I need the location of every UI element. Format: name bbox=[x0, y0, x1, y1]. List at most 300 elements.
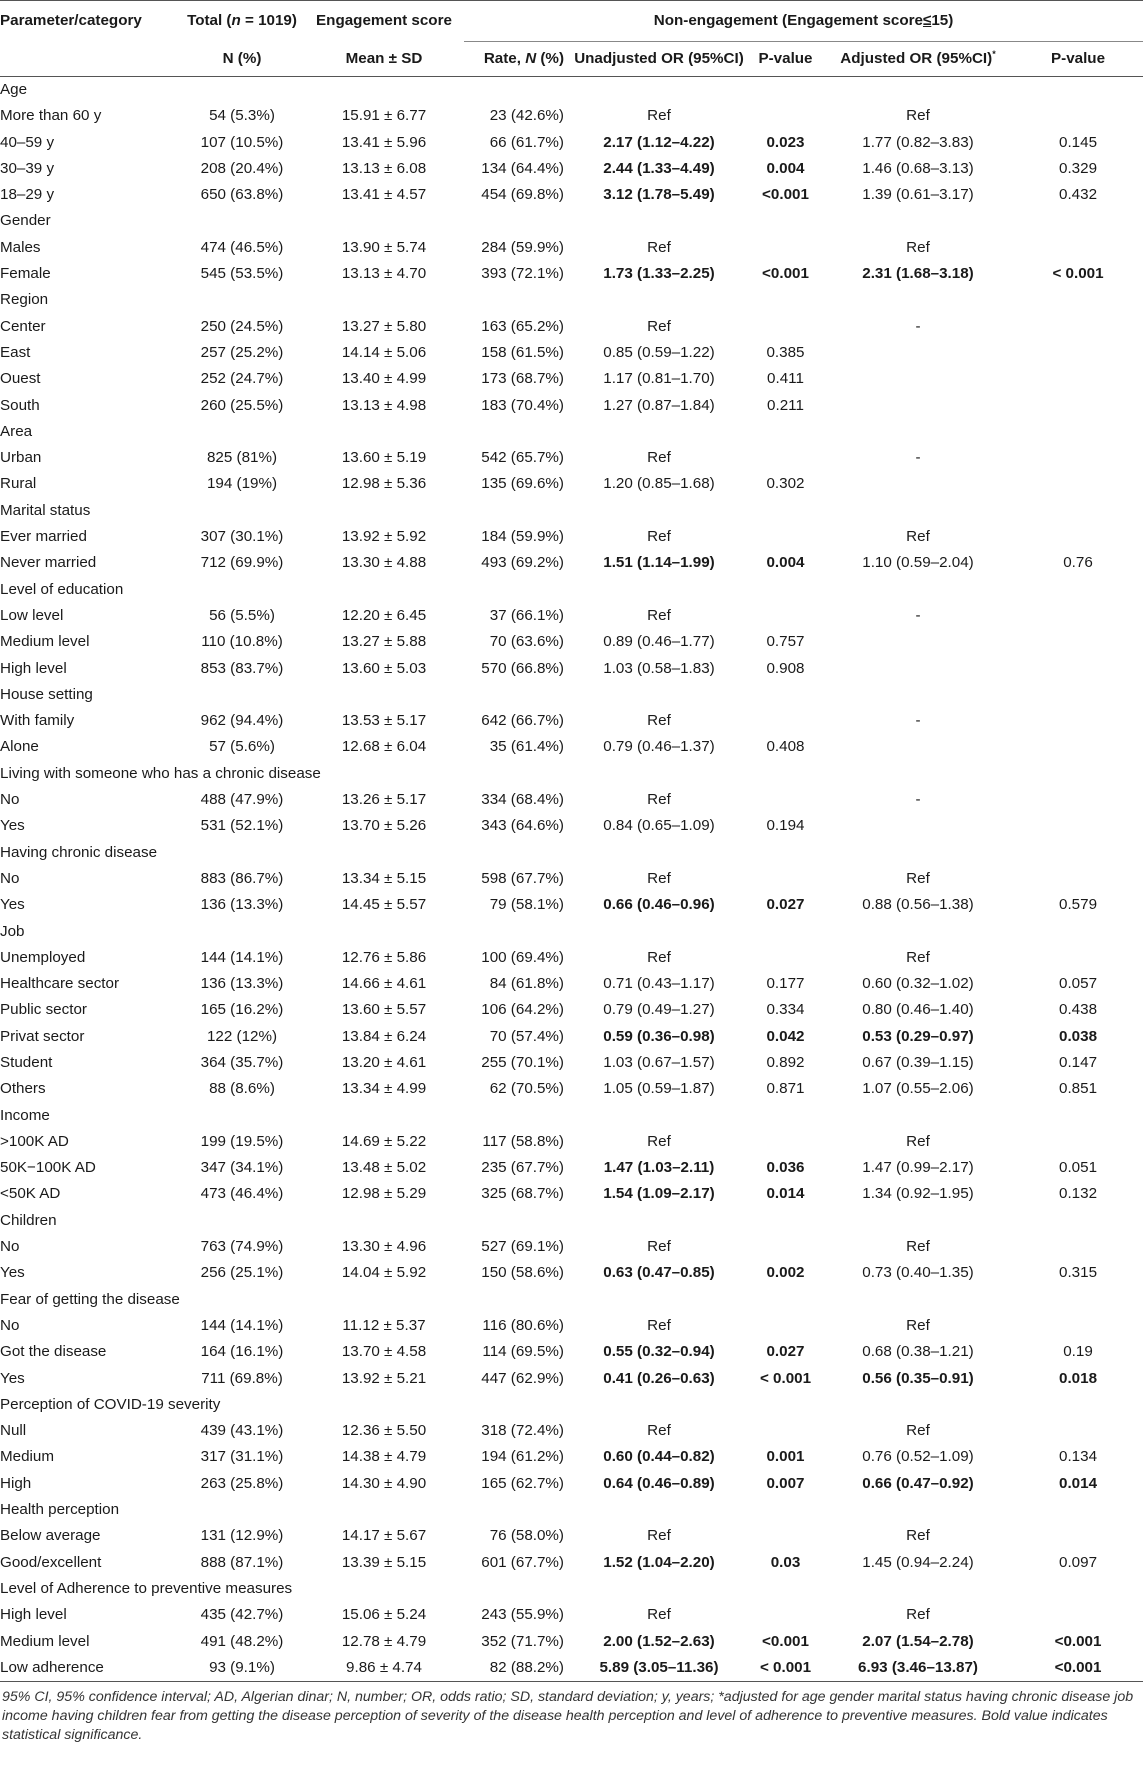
cell-rate: 35 (61.4%) bbox=[489, 738, 564, 756]
cell-mean-sd: 14.38 ± 4.79 bbox=[341, 1448, 427, 1466]
header-mean-sd: Mean ± SD bbox=[345, 49, 423, 67]
category-label: Having chronic disease bbox=[0, 843, 158, 861]
cell-n-pct: 194 (19%) bbox=[206, 475, 278, 493]
cell-p-value-2 bbox=[1013, 708, 1143, 734]
cell-adjusted-or: 0.67 (0.39–1.15) bbox=[862, 1053, 974, 1071]
cell-adjusted-or: 0.68 (0.38–1.21) bbox=[862, 1343, 974, 1361]
table-row bbox=[0, 156, 1143, 182]
category-label: Health perception bbox=[0, 1501, 120, 1519]
row-label: Rural bbox=[0, 475, 37, 493]
cell-p-value-2: 0.014 bbox=[1059, 1474, 1098, 1492]
category-label: Income bbox=[0, 1106, 50, 1124]
category-label: Children bbox=[0, 1211, 57, 1229]
cell-unadjusted-or: 0.89 (0.46–1.77) bbox=[603, 633, 715, 651]
table-row bbox=[0, 550, 1143, 576]
cell-n-pct: 825 (81%) bbox=[206, 449, 278, 467]
cell-adjusted-or: 2.07 (1.54–2.78) bbox=[862, 1632, 974, 1650]
cell-p-value-2: 0.438 bbox=[1059, 1001, 1098, 1019]
cell-rate: 194 (61.2%) bbox=[481, 1448, 564, 1466]
cell-unadjusted-or: 1.47 (1.03–2.11) bbox=[603, 1159, 715, 1177]
header-total: Total (n = 1019) bbox=[187, 12, 297, 30]
cell-adjusted-or: 0.53 (0.29–0.97) bbox=[862, 1027, 974, 1045]
row-label: Yes bbox=[0, 817, 25, 835]
cell-adjusted-or: 0.76 (0.52–1.09) bbox=[862, 1448, 974, 1466]
cell-p-value-1: 0.027 bbox=[766, 1343, 805, 1361]
row-label: Yes bbox=[0, 1264, 25, 1282]
cell-n-pct: 650 (63.8%) bbox=[200, 186, 284, 204]
cell-adjusted-or: 1.10 (0.59–2.04) bbox=[862, 554, 974, 572]
cell-mean-sd: 12.20 ± 6.45 bbox=[341, 606, 427, 624]
cell-n-pct: 531 (52.1%) bbox=[200, 817, 284, 835]
cell-adjusted-or bbox=[823, 734, 1013, 760]
row-label: More than 60 y bbox=[0, 107, 102, 125]
cell-rate: 100 (69.4%) bbox=[481, 948, 564, 966]
cell-p-value-2: 0.432 bbox=[1059, 186, 1098, 204]
cell-mean-sd: 13.41 ± 5.96 bbox=[341, 133, 427, 151]
cell-unadjusted-or: Ref bbox=[647, 1422, 671, 1440]
row-label: High level bbox=[0, 1606, 67, 1624]
cell-adjusted-or: 0.80 (0.46–1.40) bbox=[862, 1001, 974, 1019]
cell-p-value-2 bbox=[1013, 366, 1143, 392]
header-unadjusted-or: Unadjusted OR (95%CI) bbox=[570, 42, 748, 77]
cell-adjusted-or bbox=[823, 656, 1013, 682]
cell-rate: 642 (66.7%) bbox=[481, 712, 564, 730]
table-row bbox=[0, 708, 1143, 734]
cell-p-value-2: 0.018 bbox=[1059, 1369, 1098, 1387]
cell-unadjusted-or: 3.12 (1.78–5.49) bbox=[603, 186, 715, 204]
cell-p-value-1: 0.302 bbox=[766, 475, 805, 493]
row-label: <50K AD bbox=[0, 1185, 61, 1203]
cell-n-pct: 144 (14.1%) bbox=[200, 1316, 284, 1334]
category-label: Level of education bbox=[0, 580, 124, 598]
cell-adjusted-or: 1.34 (0.92–1.95) bbox=[862, 1185, 974, 1203]
row-label: Female bbox=[0, 265, 51, 283]
row-label: With family bbox=[0, 712, 75, 730]
cell-p-value-1 bbox=[748, 1523, 823, 1549]
cell-mean-sd: 13.34 ± 5.15 bbox=[341, 869, 427, 887]
cell-rate: 184 (59.9%) bbox=[481, 528, 564, 546]
cell-p-value-1: 0.408 bbox=[766, 738, 805, 756]
cell-p-value-1: 0.002 bbox=[766, 1264, 805, 1282]
cell-n-pct: 144 (14.1%) bbox=[200, 948, 284, 966]
cell-mean-sd: 13.20 ± 4.61 bbox=[341, 1053, 427, 1071]
cell-mean-sd: 13.13 ± 4.98 bbox=[341, 396, 427, 414]
row-label: Low adherence bbox=[0, 1658, 104, 1676]
cell-unadjusted-or: Ref bbox=[647, 869, 671, 887]
row-label: No bbox=[0, 1238, 20, 1256]
category-label: Living with someone who has a chronic disease bbox=[0, 764, 321, 782]
category-row bbox=[0, 1208, 1143, 1234]
cell-p-value-2 bbox=[1013, 734, 1143, 760]
cell-n-pct: 136 (13.3%) bbox=[200, 896, 284, 914]
cell-rate: 598 (67.7%) bbox=[481, 869, 564, 887]
table-row bbox=[0, 1129, 1143, 1155]
cell-adjusted-or: Ref bbox=[906, 869, 930, 887]
table-row bbox=[0, 1366, 1143, 1392]
row-label: South bbox=[0, 396, 40, 414]
row-label: 18–29 y bbox=[0, 186, 55, 204]
cell-n-pct: 165 (16.2%) bbox=[200, 1001, 284, 1019]
cell-rate: 527 (69.1%) bbox=[481, 1238, 564, 1256]
cell-rate: 318 (72.4%) bbox=[481, 1422, 564, 1440]
cell-p-value-1: <0.001 bbox=[762, 186, 809, 204]
category-row bbox=[0, 682, 1143, 708]
cell-n-pct: 164 (16.1%) bbox=[200, 1343, 284, 1361]
cell-n-pct: 250 (24.5%) bbox=[200, 317, 284, 335]
row-label: 40–59 y bbox=[0, 133, 55, 151]
row-label: Yes bbox=[0, 1369, 25, 1387]
cell-rate: 493 (69.2%) bbox=[481, 554, 564, 572]
cell-n-pct: 257 (25.2%) bbox=[200, 343, 284, 361]
row-label: 30–39 y bbox=[0, 159, 55, 177]
cell-adjusted-or: Ref bbox=[906, 948, 930, 966]
cell-unadjusted-or: 0.63 (0.47–0.85) bbox=[603, 1264, 715, 1282]
table-row bbox=[0, 1339, 1143, 1365]
header-n-pct: N (%) bbox=[222, 49, 262, 67]
table-row bbox=[0, 1024, 1143, 1050]
cell-mean-sd: 14.30 ± 4.90 bbox=[341, 1474, 427, 1492]
category-label: Marital status bbox=[0, 501, 91, 519]
category-row bbox=[0, 1287, 1143, 1313]
cell-p-value-1 bbox=[748, 787, 823, 813]
cell-mean-sd: 13.39 ± 5.15 bbox=[341, 1553, 427, 1571]
cell-unadjusted-or: 1.51 (1.14–1.99) bbox=[603, 554, 715, 572]
category-label: Fear of getting the disease bbox=[0, 1290, 180, 1308]
table-row bbox=[0, 340, 1143, 366]
cell-p-value-1: 0.027 bbox=[766, 896, 805, 914]
cell-n-pct: 107 (10.5%) bbox=[200, 133, 284, 151]
cell-p-value-1: 0.757 bbox=[766, 633, 805, 651]
table-row bbox=[0, 892, 1143, 918]
header-param: Parameter/category bbox=[0, 12, 142, 30]
cell-p-value-2: 0.579 bbox=[1059, 896, 1098, 914]
row-label: Unemployed bbox=[0, 948, 86, 966]
header-engagement: Engagement score bbox=[316, 12, 452, 30]
cell-unadjusted-or: 0.84 (0.65–1.09) bbox=[603, 817, 715, 835]
cell-adjusted-or: 1.07 (0.55–2.06) bbox=[862, 1080, 974, 1098]
cell-rate: 76 (58.0%) bbox=[489, 1527, 564, 1545]
header-adjusted-or: Adjusted OR (95%CI)* bbox=[823, 42, 1013, 77]
row-label: 50K−100K AD bbox=[0, 1159, 96, 1177]
cell-n-pct: 136 (13.3%) bbox=[200, 975, 284, 993]
cell-p-value-1: 0.004 bbox=[766, 554, 805, 572]
cell-unadjusted-or: Ref bbox=[647, 791, 671, 809]
cell-n-pct: 962 (94.4%) bbox=[200, 712, 284, 730]
cell-n-pct: 93 (9.1%) bbox=[209, 1658, 275, 1676]
row-label: Ever married bbox=[0, 528, 87, 546]
category-row bbox=[0, 761, 1143, 787]
category-row bbox=[0, 1576, 1143, 1602]
cell-p-value-1 bbox=[748, 945, 823, 971]
cell-unadjusted-or: 0.59 (0.36–0.98) bbox=[603, 1027, 715, 1045]
cell-p-value-1 bbox=[748, 1602, 823, 1628]
cell-adjusted-or: - bbox=[915, 317, 921, 335]
cell-p-value-2: 0.329 bbox=[1059, 159, 1098, 177]
cell-mean-sd: 12.98 ± 5.36 bbox=[341, 475, 427, 493]
cell-p-value-1 bbox=[748, 1234, 823, 1260]
cell-mean-sd: 13.70 ± 4.58 bbox=[341, 1343, 427, 1361]
cell-mean-sd: 13.13 ± 4.70 bbox=[341, 265, 427, 283]
cell-mean-sd: 14.17 ± 5.67 bbox=[341, 1527, 427, 1545]
cell-rate: 343 (64.6%) bbox=[481, 817, 564, 835]
table-row bbox=[0, 787, 1143, 813]
cell-p-value-1: 0.177 bbox=[766, 975, 805, 993]
cell-unadjusted-or: Ref bbox=[647, 449, 671, 467]
cell-n-pct: 347 (34.1%) bbox=[200, 1159, 284, 1177]
cell-mean-sd: 11.12 ± 5.37 bbox=[342, 1316, 426, 1334]
category-label: Area bbox=[0, 422, 33, 440]
cell-unadjusted-or: Ref bbox=[647, 948, 671, 966]
cell-p-value-1 bbox=[748, 866, 823, 892]
table-row bbox=[0, 182, 1143, 208]
cell-p-value-2: 0.097 bbox=[1059, 1553, 1098, 1571]
cell-mean-sd: 13.48 ± 5.02 bbox=[341, 1159, 427, 1177]
cell-adjusted-or: 2.31 (1.68–3.18) bbox=[862, 265, 974, 283]
cell-unadjusted-or: 1.17 (0.81–1.70) bbox=[603, 370, 715, 388]
cell-p-value-2 bbox=[1013, 445, 1143, 471]
cell-p-value-2: <0.001 bbox=[1054, 1658, 1102, 1676]
cell-adjusted-or bbox=[823, 340, 1013, 366]
cell-n-pct: 763 (74.9%) bbox=[200, 1238, 284, 1256]
cell-adjusted-or bbox=[823, 393, 1013, 419]
cell-mean-sd: 13.30 ± 4.88 bbox=[341, 554, 427, 572]
category-row bbox=[0, 77, 1143, 104]
cell-rate: 84 (61.8%) bbox=[489, 975, 564, 993]
cell-rate: 150 (58.6%) bbox=[481, 1264, 564, 1282]
cell-p-value-1: < 0.001 bbox=[759, 1369, 812, 1387]
cell-rate: 601 (67.7%) bbox=[481, 1553, 564, 1571]
cell-mean-sd: 15.06 ± 5.24 bbox=[341, 1606, 427, 1624]
cell-p-value-2 bbox=[1013, 471, 1143, 497]
row-label: Medium level bbox=[0, 1632, 90, 1650]
cell-unadjusted-or: Ref bbox=[647, 1238, 671, 1256]
cell-adjusted-or: 1.45 (0.94–2.24) bbox=[862, 1553, 974, 1571]
cell-p-value-2 bbox=[1013, 1523, 1143, 1549]
cell-adjusted-or: Ref bbox=[906, 1527, 930, 1545]
cell-unadjusted-or: 2.00 (1.52–2.63) bbox=[603, 1632, 715, 1650]
cell-mean-sd: 14.14 ± 5.06 bbox=[341, 343, 427, 361]
category-row bbox=[0, 577, 1143, 603]
cell-rate: 284 (59.9%) bbox=[481, 238, 564, 256]
category-label: Age bbox=[0, 81, 28, 98]
cell-rate: 66 (61.7%) bbox=[489, 133, 564, 151]
row-label: Low level bbox=[0, 606, 64, 624]
cell-p-value-1: < 0.001 bbox=[759, 1658, 812, 1676]
table-row bbox=[0, 1313, 1143, 1339]
cell-rate: 243 (55.9%) bbox=[481, 1606, 564, 1624]
cell-n-pct: 888 (87.1%) bbox=[200, 1553, 284, 1571]
cell-unadjusted-or: 0.79 (0.49–1.27) bbox=[603, 1001, 715, 1019]
row-label: Privat sector bbox=[0, 1027, 85, 1045]
table-row bbox=[0, 366, 1143, 392]
cell-p-value-2 bbox=[1013, 314, 1143, 340]
cell-p-value-2 bbox=[1013, 1129, 1143, 1155]
row-label: East bbox=[0, 343, 31, 361]
cell-p-value-1: 0.334 bbox=[766, 1001, 805, 1019]
cell-adjusted-or: Ref bbox=[906, 1316, 930, 1334]
cell-mean-sd: 13.92 ± 5.92 bbox=[341, 528, 427, 546]
cell-unadjusted-or: 1.54 (1.09–2.17) bbox=[603, 1185, 715, 1203]
cell-p-value-2: 0.051 bbox=[1059, 1159, 1098, 1177]
category-label: Perception of COVID-19 severity bbox=[0, 1395, 221, 1413]
cell-adjusted-or: 0.88 (0.56–1.38) bbox=[862, 896, 974, 914]
cell-rate: 23 (42.6%) bbox=[489, 107, 564, 125]
cell-rate: 106 (64.2%) bbox=[481, 1001, 564, 1019]
table-row bbox=[0, 314, 1143, 340]
cell-unadjusted-or: Ref bbox=[647, 317, 671, 335]
table-row bbox=[0, 1260, 1143, 1286]
cell-mean-sd: 13.27 ± 5.80 bbox=[341, 317, 427, 335]
table-body bbox=[0, 77, 1143, 1682]
cell-rate: 116 (80.6%) bbox=[482, 1316, 564, 1334]
cell-rate: 82 (88.2%) bbox=[489, 1658, 564, 1676]
cell-p-value-2: 0.145 bbox=[1059, 133, 1098, 151]
table-row bbox=[0, 1655, 1143, 1682]
cell-n-pct: 263 (25.8%) bbox=[200, 1474, 284, 1492]
cell-p-value-1: <0.001 bbox=[762, 1632, 809, 1650]
cell-adjusted-or: Ref bbox=[906, 1238, 930, 1256]
cell-unadjusted-or: Ref bbox=[647, 238, 671, 256]
cell-unadjusted-or: 1.20 (0.85–1.68) bbox=[603, 475, 715, 493]
row-label: Alone bbox=[0, 738, 39, 756]
cell-rate: 114 (69.5%) bbox=[482, 1343, 564, 1361]
cell-p-value-2: 0.057 bbox=[1059, 975, 1098, 993]
cell-p-value-1: 0.014 bbox=[766, 1185, 805, 1203]
cell-n-pct: 545 (53.5%) bbox=[200, 265, 284, 283]
cell-p-value-1 bbox=[748, 603, 823, 629]
cell-mean-sd: 13.84 ± 6.24 bbox=[341, 1027, 427, 1045]
row-label: Public sector bbox=[0, 1001, 87, 1019]
cell-adjusted-or: - bbox=[915, 449, 921, 467]
cell-mean-sd: 12.78 ± 4.79 bbox=[341, 1632, 427, 1650]
cell-unadjusted-or: 0.64 (0.46–0.89) bbox=[603, 1474, 715, 1492]
cell-p-value-2: 0.851 bbox=[1059, 1080, 1098, 1098]
cell-p-value-2: 0.76 bbox=[1063, 554, 1093, 572]
category-label: House setting bbox=[0, 685, 93, 703]
table-row bbox=[0, 866, 1143, 892]
cell-mean-sd: 15.91 ± 6.77 bbox=[341, 107, 427, 125]
cell-rate: 135 (69.6%) bbox=[481, 475, 564, 493]
cell-adjusted-or: 6.93 (3.46–13.87) bbox=[858, 1658, 978, 1676]
cell-rate: 325 (68.7%) bbox=[481, 1185, 564, 1203]
cell-p-value-2 bbox=[1013, 1602, 1143, 1628]
cell-unadjusted-or: 1.03 (0.58–1.83) bbox=[603, 659, 715, 677]
cell-p-value-1: 0.908 bbox=[766, 659, 805, 677]
cell-p-value-1: 0.385 bbox=[766, 343, 805, 361]
row-label: Others bbox=[0, 1080, 46, 1098]
category-label: Region bbox=[0, 291, 49, 309]
cell-n-pct: 131 (12.9%) bbox=[200, 1527, 284, 1545]
table-row bbox=[0, 1155, 1143, 1181]
cell-rate: 134 (64.4%) bbox=[481, 159, 564, 177]
row-label: No bbox=[0, 869, 20, 887]
cell-n-pct: 488 (47.9%) bbox=[200, 791, 284, 809]
cell-unadjusted-or: 0.79 (0.46–1.37) bbox=[603, 738, 715, 756]
row-label: Healthcare sector bbox=[0, 975, 120, 993]
cell-p-value-2: 0.19 bbox=[1063, 1343, 1093, 1361]
cell-unadjusted-or: Ref bbox=[647, 107, 671, 125]
category-row bbox=[0, 419, 1143, 445]
cell-mean-sd: 12.98 ± 5.29 bbox=[341, 1185, 427, 1203]
table-row bbox=[0, 1550, 1143, 1576]
cell-adjusted-or: Ref bbox=[906, 1132, 930, 1150]
row-label: >100K AD bbox=[0, 1132, 69, 1150]
cell-p-value-1: <0.001 bbox=[762, 265, 809, 283]
cell-p-value-1: 0.211 bbox=[767, 396, 804, 414]
cell-unadjusted-or: 0.66 (0.46–0.96) bbox=[603, 896, 715, 914]
cell-mean-sd: 13.92 ± 5.21 bbox=[341, 1369, 427, 1387]
cell-unadjusted-or: Ref bbox=[647, 1606, 671, 1624]
cell-p-value-1 bbox=[748, 1129, 823, 1155]
cell-mean-sd: 13.60 ± 5.03 bbox=[341, 659, 427, 677]
row-label: High level bbox=[0, 659, 67, 677]
header-p-value-2: P-value bbox=[1013, 42, 1143, 77]
cell-adjusted-or: Ref bbox=[906, 1422, 930, 1440]
table-row bbox=[0, 656, 1143, 682]
cell-p-value-1: 0.411 bbox=[767, 370, 804, 388]
cell-adjusted-or: Ref bbox=[906, 528, 930, 546]
cell-p-value-1: 0.042 bbox=[766, 1027, 805, 1045]
cell-adjusted-or: 1.47 (0.99–2.17) bbox=[862, 1159, 974, 1177]
cell-unadjusted-or: 5.89 (3.05–11.36) bbox=[599, 1658, 719, 1676]
cell-mean-sd: 13.40 ± 4.99 bbox=[341, 370, 427, 388]
row-label: Medium level bbox=[0, 633, 90, 651]
row-label: Never married bbox=[0, 554, 97, 572]
cell-mean-sd: 9.86 ± 4.74 bbox=[346, 1658, 422, 1676]
cell-mean-sd: 13.26 ± 5.17 bbox=[341, 791, 427, 809]
cell-mean-sd: 13.90 ± 5.74 bbox=[341, 238, 427, 256]
cell-p-value-1: 0.007 bbox=[766, 1474, 805, 1492]
cell-p-value-2 bbox=[1013, 103, 1143, 129]
cell-unadjusted-or: 1.73 (1.33–2.25) bbox=[603, 265, 715, 283]
cell-p-value-1 bbox=[748, 1418, 823, 1444]
header-row-1 bbox=[0, 1, 1143, 42]
cell-mean-sd: 14.04 ± 5.92 bbox=[341, 1264, 427, 1282]
cell-mean-sd: 13.41 ± 4.57 bbox=[341, 186, 427, 204]
cell-rate: 79 (58.1%) bbox=[489, 896, 564, 914]
cell-mean-sd: 12.76 ± 5.86 bbox=[341, 948, 427, 966]
table-row bbox=[0, 945, 1143, 971]
cell-n-pct: 56 (5.5%) bbox=[209, 606, 275, 624]
cell-rate: 393 (72.1%) bbox=[481, 265, 564, 283]
cell-unadjusted-or: 0.55 (0.32–0.94) bbox=[603, 1343, 715, 1361]
cell-p-value-1: 0.023 bbox=[766, 133, 805, 151]
cell-rate: 447 (62.9%) bbox=[481, 1369, 564, 1387]
category-label: Job bbox=[0, 922, 25, 940]
cell-unadjusted-or: 0.85 (0.59–1.22) bbox=[603, 343, 715, 361]
cell-rate: 62 (70.5%) bbox=[489, 1080, 564, 1098]
table-row bbox=[0, 603, 1143, 629]
cell-p-value-1 bbox=[748, 314, 823, 340]
cell-p-value-1 bbox=[748, 524, 823, 550]
row-label: Good/excellent bbox=[0, 1553, 102, 1571]
cell-n-pct: 208 (20.4%) bbox=[200, 159, 284, 177]
cell-unadjusted-or: 1.52 (1.04–2.20) bbox=[603, 1553, 715, 1571]
cell-p-value-2 bbox=[1013, 813, 1143, 839]
cell-mean-sd: 14.69 ± 5.22 bbox=[341, 1132, 427, 1150]
cell-p-value-1: 0.871 bbox=[766, 1080, 805, 1098]
cell-mean-sd: 12.68 ± 6.04 bbox=[341, 738, 427, 756]
cell-p-value-2 bbox=[1013, 235, 1143, 261]
cell-p-value-1: 0.892 bbox=[766, 1053, 805, 1071]
cell-p-value-2: 0.134 bbox=[1059, 1448, 1098, 1466]
cell-adjusted-or: 0.73 (0.40–1.35) bbox=[862, 1264, 974, 1282]
cell-mean-sd: 13.34 ± 4.99 bbox=[341, 1080, 427, 1098]
table-row bbox=[0, 971, 1143, 997]
table-row bbox=[0, 734, 1143, 760]
cell-n-pct: 712 (69.9%) bbox=[200, 554, 284, 572]
cell-mean-sd: 13.27 ± 5.88 bbox=[341, 633, 427, 651]
